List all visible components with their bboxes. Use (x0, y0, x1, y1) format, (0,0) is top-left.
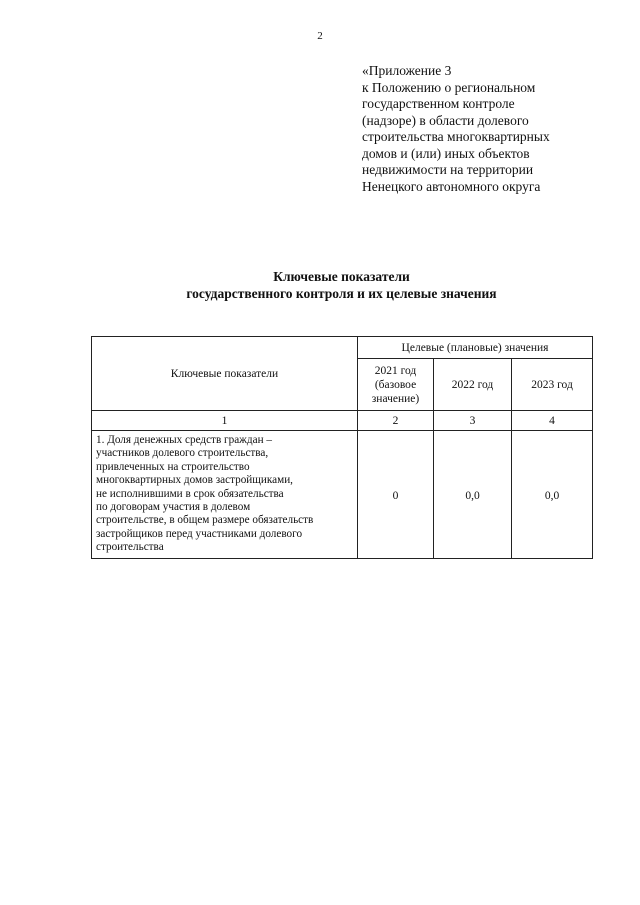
column-number: 3 (434, 411, 512, 431)
appendix-line: недвижимости на территории (362, 162, 534, 177)
column-number: 4 (512, 411, 593, 431)
header-2021-line: 2021 год (374, 364, 417, 377)
description-line: не исполнившими в срок обязательства (96, 487, 284, 500)
table-row (92, 431, 593, 559)
description-line: участников долевого строительства, (96, 447, 269, 460)
header-2021 (358, 359, 434, 411)
header-targets: Целевые (плановые) значения (358, 337, 593, 359)
header-2023: 2023 год (512, 359, 593, 411)
header-2022: 2022 год (434, 359, 512, 411)
indicators-table (91, 336, 593, 559)
description-line: застройщиков перед участниками долевого (96, 527, 303, 540)
table-header-row (92, 337, 593, 359)
appendix-line: домов и (или) иных объектов (362, 145, 530, 161)
value-2021: 0 (358, 431, 434, 559)
column-number-row (92, 411, 593, 431)
column-number: 2 (358, 411, 434, 431)
title-line: государственного контроля и их целевые значения (186, 286, 497, 301)
appendix-heading (362, 63, 612, 195)
description-line: строительстве, в общем размере обязательств (96, 514, 314, 527)
appendix-line: «Приложение 3 (362, 63, 452, 78)
description-line: 1. Доля денежных средств граждан – (96, 434, 272, 446)
column-number: 1 (92, 411, 358, 431)
appendix-line: (надзоре) в области долевого (362, 112, 529, 128)
header-2021-line: (базовое (374, 378, 417, 391)
appendix-line: государственном контроле (362, 96, 515, 111)
header-indicators: Ключевые показатели (92, 337, 358, 411)
page-number: 2 (317, 30, 323, 42)
document-title (0, 268, 640, 302)
value-2022: 0,0 (434, 431, 512, 559)
header-2021-line: значение) (371, 392, 420, 405)
indicator-description (92, 431, 358, 559)
description-line: многоквартирных домов застройщиками, (96, 474, 293, 487)
appendix-line: Ненецкого автономного округа (362, 178, 541, 194)
description-line: привлеченных на строительство (96, 460, 250, 473)
description-line: по договорам участия в долевом (96, 501, 251, 514)
description-line: строительства (96, 541, 164, 554)
title-line: Ключевые показатели (273, 269, 410, 284)
appendix-line: к Положению о региональном (362, 79, 536, 95)
appendix-line: строительства многоквартирных (362, 129, 550, 144)
value-2023: 0,0 (512, 431, 593, 559)
